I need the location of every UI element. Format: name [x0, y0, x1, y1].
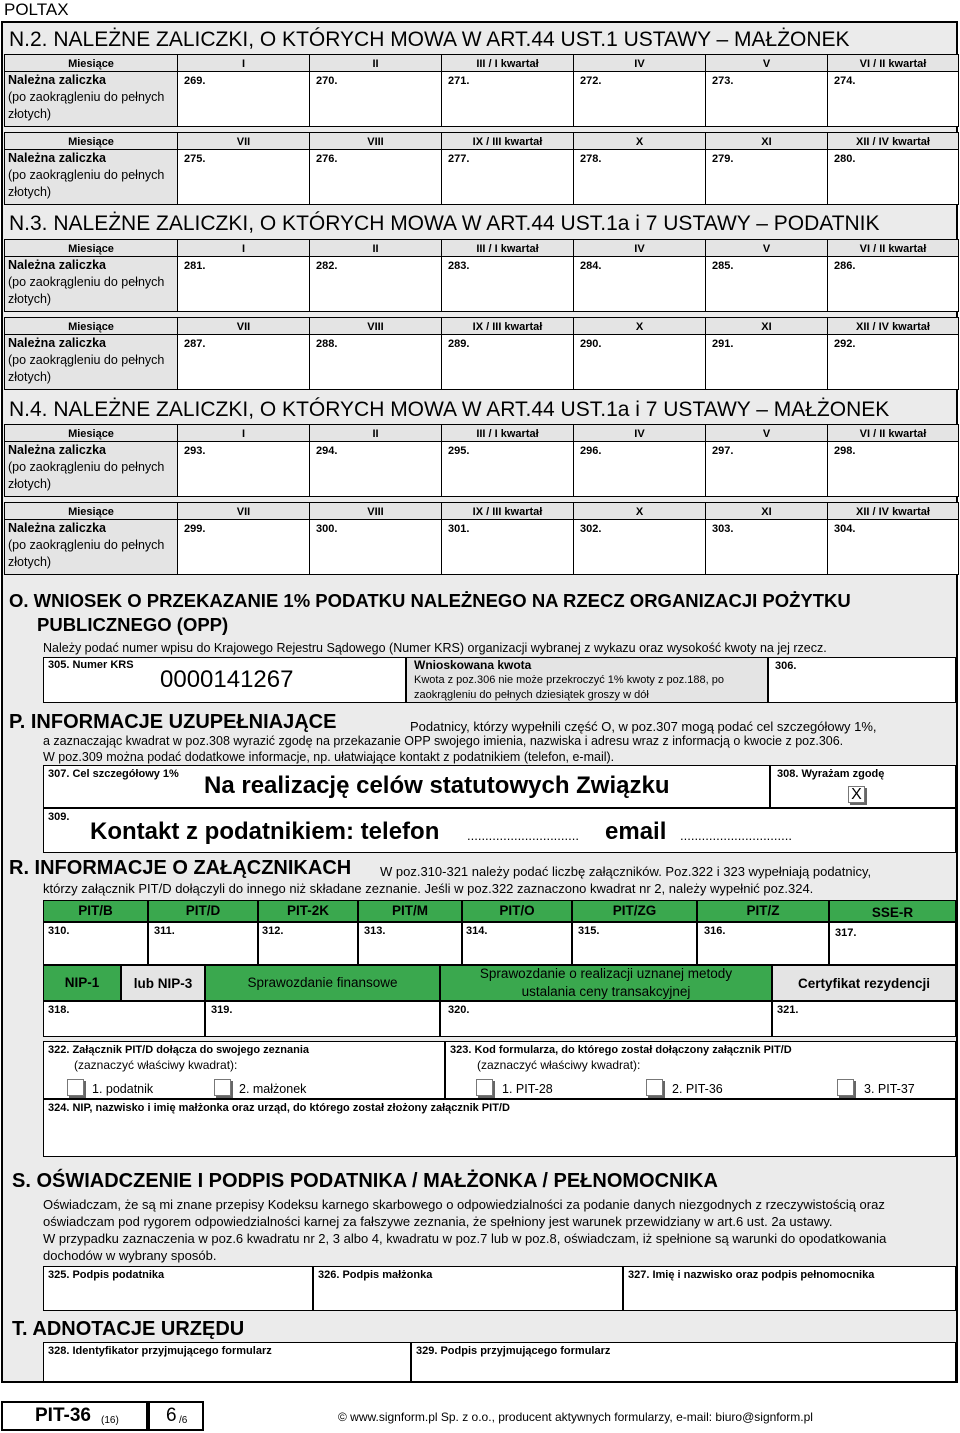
field-309-email: email — [605, 818, 667, 845]
field-311-label: 311. — [154, 925, 175, 937]
month-col: VIII — [310, 503, 442, 520]
field-273[interactable]: 273. — [706, 72, 828, 127]
att-header-nip1: NIP-1 — [43, 965, 121, 1001]
month-col: VIII — [310, 318, 442, 335]
field-281[interactable]: 281. — [178, 257, 310, 312]
att-header: PIT-2K — [258, 900, 358, 922]
month-col: I — [178, 425, 310, 442]
field-309-email-dots: ............................... — [680, 828, 792, 843]
month-col: X — [574, 318, 706, 335]
page-number-box — [148, 1401, 204, 1431]
field-327-label: 327. Imię i nazwisko oraz podpis pełnomocnika — [628, 1269, 875, 1281]
month-col: VI / II kwartał — [828, 55, 959, 72]
field-323-label: 323. Kod formularza, do którego został dołączony załącznik PIT/D — [450, 1044, 792, 1056]
field-301[interactable]: 301. — [442, 520, 574, 575]
field-279[interactable]: 279. — [706, 150, 828, 205]
field-310-label: 310. — [48, 925, 70, 937]
field-286[interactable]: 286. — [828, 257, 959, 312]
att-header: PIT/M — [358, 900, 462, 922]
amount-title: Wnioskowana kwota — [414, 658, 532, 672]
month-col: XII / IV kwartał — [828, 318, 959, 335]
field-320-label: 320. — [448, 1004, 470, 1016]
month-col: VII — [178, 503, 310, 520]
field-285[interactable]: 285. — [706, 257, 828, 312]
section-p-desc-1: a zaznaczając kwadrat w poz.308 wyrazić zgodę na przekazanie OPP swojego imienia, nazwiska i adresu wraz z informacją o kwocie z poz.306. — [43, 734, 844, 748]
amount-desc-2: zaokrągleniu do pełnych dziesiątek groszy w dół — [414, 689, 649, 701]
field-296[interactable]: 296. — [574, 442, 706, 497]
section-p-desc-2: W poz.309 można podać dodatkowe informacje, np. ułatwiające kontakt z podatnikiem (telefon, e-mail). — [43, 750, 615, 764]
amount-desc-1: Kwota z poz.306 nie może przekroczyć 1% kwoty z poz.188, po — [414, 674, 724, 686]
field-272[interactable]: 272. — [574, 72, 706, 127]
field-287[interactable]: 287. — [178, 335, 310, 390]
months-header: Miesiące — [5, 240, 178, 257]
month-col: II — [310, 425, 442, 442]
month-col: IV — [574, 425, 706, 442]
field-307-value: Na realizację celów statutowych Związku — [204, 772, 670, 799]
field-300[interactable]: 300. — [310, 520, 442, 575]
month-col: VII — [178, 318, 310, 335]
section-s-line-2: oświadczam pod rygorem odpowiedzialności karnej za fałszywe zeznania, że spełniony jest warunek przewidziany w art.6 ust. 2a ustawy. — [43, 1214, 833, 1229]
section-s-line-1: Oświadczam, że są mi znane przepisy Kodeksu karnego skarbowego o odpowiedzialności za podanie danych niezgodnych z rzeczywistością oraz — [43, 1197, 885, 1212]
month-col: III / I kwartał — [442, 240, 574, 257]
month-col: IV — [574, 55, 706, 72]
field-303[interactable]: 303. — [706, 520, 828, 575]
months-header: Miesiące — [5, 133, 178, 150]
n3-table-b — [4, 317, 959, 390]
field-302[interactable]: 302. — [574, 520, 706, 575]
field-323-sub: (zaznaczyć właściwy kwadrat): — [477, 1058, 641, 1072]
month-col: X — [574, 133, 706, 150]
field-284[interactable]: 284. — [574, 257, 706, 312]
month-col: IV — [574, 240, 706, 257]
consent-checkbox[interactable]: X — [848, 786, 865, 803]
section-r-tail: W poz.310-321 należy podać liczbę załączników. Poz.322 i 323 wypełniają podatnicy, — [380, 864, 872, 879]
field-321[interactable] — [772, 1001, 956, 1037]
form-code-box — [1, 1401, 148, 1431]
month-col: II — [310, 240, 442, 257]
month-col: III / I kwartał — [442, 55, 574, 72]
section-o-title: O. WNIOSEK O PRZEKAZANIE 1% PODATKU NALEŻNEGO NA RZECZ ORGANIZACJI POŻYTKU — [9, 590, 851, 611]
field-280[interactable]: 280. — [828, 150, 959, 205]
checkbox-323-1[interactable] — [476, 1079, 493, 1096]
month-col: VII — [178, 133, 310, 150]
n4-table-a — [4, 424, 959, 497]
month-col: II — [310, 55, 442, 72]
row-label: Należna zaliczka (po zaokrągleniu do pełnych złotych) — [5, 520, 178, 575]
field-282[interactable]: 282. — [310, 257, 442, 312]
section-s-line-4: dochodów w wybrany sposób. — [43, 1248, 217, 1263]
krs-value: 0000141267 — [160, 666, 294, 693]
row-label: Należna zaliczka (po zaokrągleniu do pełnych złotych) — [5, 150, 178, 205]
att-header-spraw: Sprawozdanie finansowe — [205, 965, 440, 1001]
n3-table-a — [4, 239, 959, 312]
field-329-label: 329. Podpis przyjmującego formularz — [416, 1345, 611, 1357]
month-col: V — [706, 55, 828, 72]
field-309-label: 309. — [48, 811, 70, 823]
field-271[interactable]: 271. — [442, 72, 574, 127]
krs-label: 305. Numer KRS — [48, 659, 134, 671]
field-321-label: 321. — [777, 1004, 799, 1016]
field-317-label: 317. — [835, 927, 857, 939]
checkbox-323-2[interactable] — [646, 1079, 663, 1096]
row-label: Należna zaliczka (po zaokrągleniu do pełnych złotych) — [5, 72, 178, 127]
field-291[interactable]: 291. — [706, 335, 828, 390]
month-col: IX / III kwartał — [442, 318, 574, 335]
field-322-sub: (zaznaczyć właściwy kwadrat): — [74, 1058, 238, 1072]
att-header: PIT/D — [148, 900, 258, 922]
field-277[interactable]: 277. — [442, 150, 574, 205]
field-283[interactable]: 283. — [442, 257, 574, 312]
field-309-phone: Kontakt z podatnikiem: telefon — [90, 818, 440, 845]
section-o-title-cont: PUBLICZNEGO (OPP) — [37, 614, 229, 635]
section-n3-title: N.3. NALEŻNE ZALICZKI, O KTÓRYCH MOWA W ART.44 UST.1a i 7 USTAWY – PODATNIK — [9, 212, 880, 235]
field-289[interactable]: 289. — [442, 335, 574, 390]
field-269[interactable]: 269. — [178, 72, 310, 127]
month-col: XI — [706, 318, 828, 335]
month-col: XI — [706, 503, 828, 520]
month-col: XI — [706, 133, 828, 150]
field-318-label: 318. — [48, 1004, 70, 1016]
row-label: Należna zaliczka (po zaokrągleniu do pełnych złotych) — [5, 335, 178, 390]
field-274[interactable]: 274. — [828, 72, 959, 127]
att-header-nip3: lub NIP-3 — [121, 965, 205, 1001]
field-304[interactable]: 304. — [828, 520, 959, 575]
field-314-label: 314. — [466, 925, 488, 937]
month-col: V — [706, 425, 828, 442]
page-total: /6 — [179, 1415, 188, 1426]
field-307-label: 307. Cel szczegółowy 1% — [48, 768, 179, 780]
n2-table-b — [4, 132, 959, 205]
field-275[interactable]: 275. — [178, 150, 310, 205]
field-299[interactable]: 299. — [178, 520, 310, 575]
att-header: PIT/Z — [697, 900, 829, 922]
month-col: VIII — [310, 133, 442, 150]
section-r-desc: którzy załącznik PIT/D dołączyli do innego niż składane zeznanie. Jeśli w poz.322 zaznaczono kwadrat nr 2, należy wypełnić poz.324. — [43, 881, 814, 896]
month-col: V — [706, 240, 828, 257]
att-header-spraw2-line1: Sprawozdanie o realizacji uznanej metody — [479, 966, 733, 981]
att-header: SSE-R — [829, 900, 956, 922]
field-319[interactable] — [205, 1001, 440, 1037]
att-header: PIT/O — [462, 900, 572, 922]
att-header-spraw2-line2: ustalania ceny transakcyjnej — [521, 984, 691, 999]
checkbox-322-2-label: 2. małżonek — [239, 1082, 307, 1096]
month-col: III / I kwartał — [442, 425, 574, 442]
field-278[interactable]: 278. — [574, 150, 706, 205]
field-290[interactable]: 290. — [574, 335, 706, 390]
checkbox-322-1[interactable] — [67, 1079, 84, 1096]
section-n4-title: N.4. NALEŻNE ZALICZKI, O KTÓRYCH MOWA W ART.44 UST.1a i 7 USTAWY – MAŁŻONEK — [9, 398, 890, 421]
att-header: PIT/B — [43, 900, 148, 922]
att-header-spraw2 — [440, 965, 772, 1001]
field-326-label: 326. Podpis małżonka — [318, 1269, 433, 1281]
field-309-phone-dots: ............................... — [467, 828, 579, 843]
section-o-desc: Należy podać numer wpisu do Krajowego Rejestru Sądowego (Numer KRS) organizacji wybranej z wykazu oraz wysokość kwoty na jej rzecz. — [43, 641, 827, 655]
field-312-label: 312. — [262, 925, 284, 937]
section-s-title: S. OŚWIADCZENIE I PODPIS PODATNIKA / MAŁŻONKA / PEŁNOMOCNIKA — [12, 1170, 718, 1192]
field-293[interactable]: 293. — [178, 442, 310, 497]
field-313-label: 313. — [364, 925, 386, 937]
att-header: PIT/ZG — [572, 900, 697, 922]
months-header: Miesiące — [5, 318, 178, 335]
checkbox-323-3-label: 3. PIT-37 — [864, 1082, 915, 1096]
checkbox-323-2-label: 2. PIT-36 — [672, 1082, 723, 1096]
brand-name: POLTAX — [4, 0, 69, 19]
month-col: XII / IV kwartał — [828, 133, 959, 150]
field-322-label: 322. Załącznik PIT/D dołącza do swojego zeznania — [48, 1044, 310, 1056]
section-p-title: P. INFORMACJE UZUPEŁNIAJĄCE — [9, 711, 337, 733]
checkbox-322-1-label: 1. podatnik — [92, 1082, 154, 1096]
field-316-label: 316. — [704, 925, 726, 937]
field-308-label: 308. Wyrażam zgodę — [777, 768, 885, 780]
checkbox-322-2[interactable] — [214, 1079, 231, 1096]
months-header: Miesiące — [5, 425, 178, 442]
n4-table-b — [4, 502, 959, 575]
field-270[interactable]: 270. — [310, 72, 442, 127]
field-325-label: 325. Podpis podatnika — [48, 1269, 165, 1281]
month-col: VI / II kwartał — [828, 240, 959, 257]
footer-copyright: © www.signform.pl Sp. z o.o., producent aktywnych formularzy, e-mail: biuro@signform.pl — [338, 1410, 813, 1424]
field-328-label: 328. Identyfikator przyjmującego formularz — [48, 1345, 272, 1357]
field-288[interactable]: 288. — [310, 335, 442, 390]
field-315-label: 315. — [578, 925, 600, 937]
section-p-tail: Podatnicy, którzy wypełnili część O, w poz.307 mogą podać cel szczegółowy 1%, — [410, 719, 877, 734]
field-319-label: 319. — [211, 1004, 233, 1016]
month-col: I — [178, 240, 310, 257]
month-col: VI / II kwartał — [828, 425, 959, 442]
page-number: 6 — [166, 1405, 177, 1426]
month-col: I — [178, 55, 310, 72]
month-col: IX / III kwartał — [442, 133, 574, 150]
n2-table-a — [4, 54, 959, 127]
field-297[interactable]: 297. — [706, 442, 828, 497]
month-col: X — [574, 503, 706, 520]
att-header-cert: Certyfikat rezydencji — [772, 965, 956, 1001]
field-324-label: 324. NIP, nazwisko i imię małżonka oraz urząd, do którego został złożony załącznik PIT/D — [48, 1102, 510, 1114]
row-label: Należna zaliczka (po zaokrągleniu do pełnych złotych) — [5, 442, 178, 497]
month-col: XII / IV kwartał — [828, 503, 959, 520]
section-n2-title: N.2. NALEŻNE ZALICZKI, O KTÓRYCH MOWA W ART.44 UST.1 USTAWY – MAŁŻONEK — [9, 28, 850, 51]
month-col: IX / III kwartał — [442, 503, 574, 520]
form-version: (16) — [101, 1415, 119, 1426]
checkbox-323-1-label: 1. PIT-28 — [502, 1082, 553, 1096]
field-295[interactable]: 295. — [442, 442, 574, 497]
row-label: Należna zaliczka (po zaokrągleniu do pełnych złotych) — [5, 257, 178, 312]
field-298[interactable]: 298. — [828, 442, 959, 497]
section-r-title: R. INFORMACJE O ZAŁĄCZNIKACH — [9, 857, 352, 879]
field-320[interactable] — [440, 1001, 772, 1037]
section-s-line-3: W przypadku zaznaczenia w poz.6 kwadratu nr 2, 3 albo 4, kwadratu w poz.7 lub w poz.8, oświadczam, iż spełnione są warunki do opodatkowania — [43, 1231, 887, 1246]
field-306-label: 306. — [775, 660, 797, 672]
months-header: Miesiące — [5, 503, 178, 520]
field-276[interactable]: 276. — [310, 150, 442, 205]
form-code: PIT-36 — [35, 1405, 91, 1426]
section-t-title: T. ADNOTACJE URZĘDU — [12, 1318, 245, 1340]
months-header: Miesiące — [5, 55, 178, 72]
checkbox-323-3[interactable] — [837, 1079, 854, 1096]
field-292[interactable]: 292. — [828, 335, 959, 390]
field-294[interactable]: 294. — [310, 442, 442, 497]
